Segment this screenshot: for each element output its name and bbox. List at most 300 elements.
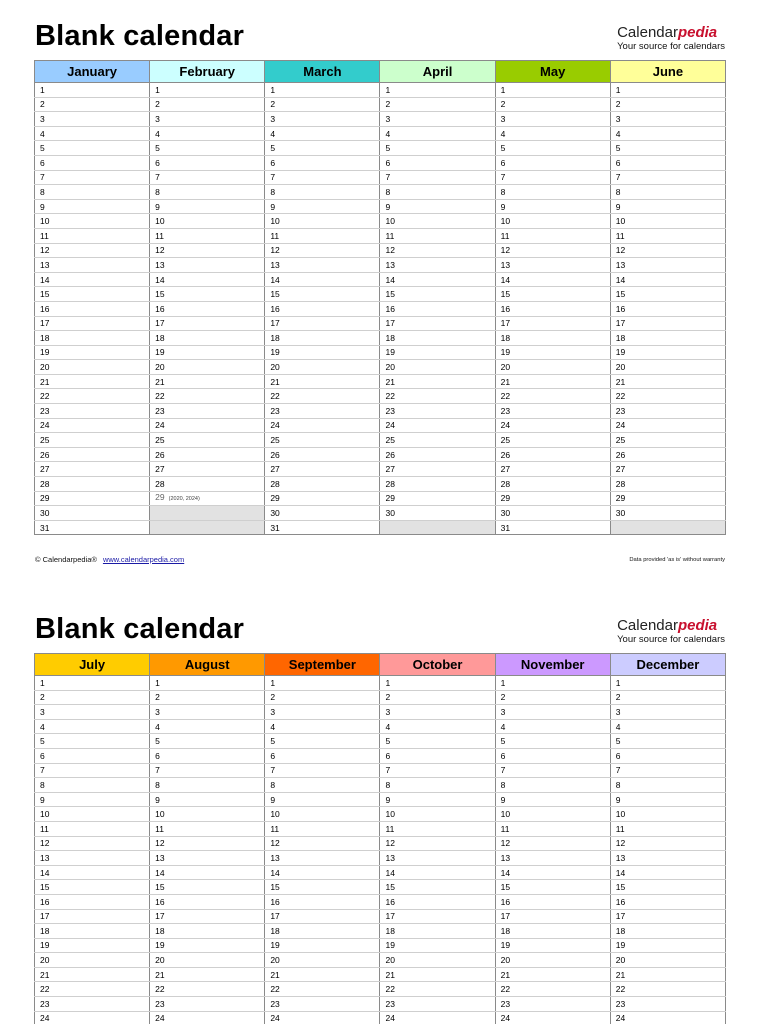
day-cell[interactable]: 12 [495, 243, 610, 258]
day-cell[interactable]: 1 [265, 83, 380, 98]
day-cell[interactable]: 5 [150, 734, 265, 749]
day-cell[interactable]: 17 [610, 909, 725, 924]
day-cell[interactable]: 20 [35, 953, 150, 968]
day-cell[interactable]: 9 [495, 199, 610, 214]
day-cell[interactable]: 18 [150, 331, 265, 346]
day-cell[interactable]: 2 [380, 97, 495, 112]
day-cell[interactable]: 12 [610, 836, 725, 851]
day-cell[interactable]: 7 [35, 763, 150, 778]
day-cell[interactable]: 15 [380, 880, 495, 895]
day-cell[interactable]: 12 [150, 836, 265, 851]
day-cell[interactable]: 6 [495, 155, 610, 170]
day-cell[interactable]: 11 [150, 821, 265, 836]
day-cell[interactable]: 22 [150, 982, 265, 997]
day-cell[interactable]: 8 [265, 185, 380, 200]
day-cell[interactable]: 7 [495, 763, 610, 778]
day-cell[interactable]: 11 [380, 821, 495, 836]
day-cell[interactable]: 6 [265, 748, 380, 763]
day-cell[interactable]: 26 [265, 447, 380, 462]
day-cell[interactable]: 16 [610, 301, 725, 316]
day-cell[interactable]: 29 [610, 491, 725, 506]
day-cell[interactable]: 25 [35, 433, 150, 448]
day-cell[interactable]: 3 [265, 705, 380, 720]
day-cell[interactable]: 17 [380, 316, 495, 331]
day-cell[interactable]: 16 [35, 894, 150, 909]
day-cell[interactable]: 16 [380, 894, 495, 909]
day-cell[interactable]: 22 [265, 982, 380, 997]
day-cell[interactable]: 4 [35, 126, 150, 141]
day-cell[interactable]: 19 [380, 345, 495, 360]
day-cell[interactable]: 15 [265, 287, 380, 302]
day-cell[interactable]: 9 [610, 199, 725, 214]
day-cell[interactable]: 5 [380, 141, 495, 156]
day-cell[interactable]: 18 [495, 331, 610, 346]
day-cell[interactable]: 24 [495, 1011, 610, 1024]
day-cell[interactable]: 31 [495, 520, 610, 535]
day-cell[interactable]: 22 [35, 389, 150, 404]
day-cell[interactable]: 24 [495, 418, 610, 433]
day-cell[interactable]: 13 [265, 851, 380, 866]
day-cell[interactable]: 4 [380, 719, 495, 734]
day-cell[interactable]: 7 [35, 170, 150, 185]
day-cell[interactable]: 1 [150, 83, 265, 98]
day-cell[interactable]: 4 [495, 719, 610, 734]
day-cell[interactable]: 1 [150, 676, 265, 691]
day-cell[interactable]: 17 [35, 316, 150, 331]
day-cell[interactable]: 14 [150, 865, 265, 880]
day-cell[interactable]: 18 [265, 924, 380, 939]
day-cell[interactable]: 23 [610, 997, 725, 1012]
day-cell[interactable]: 14 [380, 865, 495, 880]
day-cell[interactable]: 28 [380, 477, 495, 492]
day-cell[interactable]: 24 [35, 1011, 150, 1024]
day-cell[interactable]: 6 [35, 748, 150, 763]
day-cell[interactable]: 9 [35, 792, 150, 807]
day-cell[interactable]: 5 [265, 141, 380, 156]
day-cell[interactable]: 20 [265, 953, 380, 968]
day-cell[interactable]: 8 [380, 185, 495, 200]
day-cell[interactable]: 11 [380, 228, 495, 243]
day-cell[interactable]: 6 [495, 748, 610, 763]
day-cell[interactable]: 7 [265, 170, 380, 185]
day-cell[interactable]: 27 [265, 462, 380, 477]
day-cell[interactable]: 24 [610, 418, 725, 433]
day-cell[interactable]: 20 [150, 360, 265, 375]
day-cell[interactable]: 14 [150, 272, 265, 287]
day-cell[interactable]: 16 [265, 894, 380, 909]
day-cell[interactable]: 4 [150, 126, 265, 141]
day-cell[interactable]: 13 [35, 258, 150, 273]
day-cell[interactable]: 21 [265, 374, 380, 389]
day-cell[interactable]: 17 [265, 316, 380, 331]
day-cell[interactable]: 21 [35, 967, 150, 982]
day-cell[interactable]: 10 [265, 214, 380, 229]
day-cell[interactable]: 1 [35, 83, 150, 98]
day-cell[interactable]: 12 [380, 836, 495, 851]
day-cell[interactable]: 3 [265, 112, 380, 127]
day-cell[interactable]: 1 [380, 83, 495, 98]
day-cell[interactable]: 9 [150, 199, 265, 214]
day-cell[interactable]: 14 [265, 865, 380, 880]
day-cell[interactable]: 7 [380, 763, 495, 778]
day-cell[interactable]: 3 [150, 705, 265, 720]
day-cell[interactable]: 10 [495, 214, 610, 229]
day-cell[interactable]: 19 [265, 345, 380, 360]
day-cell[interactable]: 19 [35, 345, 150, 360]
day-cell[interactable]: 13 [495, 258, 610, 273]
day-cell[interactable]: 22 [265, 389, 380, 404]
day-cell[interactable]: 2 [265, 97, 380, 112]
day-cell[interactable]: 5 [495, 734, 610, 749]
day-cell[interactable]: 21 [265, 967, 380, 982]
day-cell[interactable]: 13 [150, 258, 265, 273]
day-cell[interactable]: 10 [380, 807, 495, 822]
day-cell[interactable]: 8 [610, 778, 725, 793]
day-cell[interactable]: 24 [35, 418, 150, 433]
day-cell[interactable]: 26 [610, 447, 725, 462]
day-cell[interactable]: 20 [380, 360, 495, 375]
day-cell[interactable]: 20 [35, 360, 150, 375]
day-cell[interactable]: 3 [380, 112, 495, 127]
day-cell[interactable]: 17 [610, 316, 725, 331]
calendarpedia-link[interactable]: www.calendarpedia.com [102, 555, 185, 564]
day-cell[interactable]: 16 [610, 894, 725, 909]
day-cell[interactable]: 7 [380, 170, 495, 185]
day-cell[interactable]: 26 [495, 447, 610, 462]
day-cell[interactable]: 5 [35, 141, 150, 156]
day-cell[interactable]: 21 [610, 374, 725, 389]
day-cell[interactable]: 6 [380, 748, 495, 763]
day-cell[interactable]: 8 [150, 185, 265, 200]
day-cell[interactable]: 25 [265, 433, 380, 448]
day-cell[interactable]: 23 [150, 997, 265, 1012]
day-cell[interactable]: 9 [150, 792, 265, 807]
day-cell[interactable]: 23 [35, 997, 150, 1012]
day-cell[interactable]: 22 [35, 982, 150, 997]
day-cell[interactable]: 26 [150, 447, 265, 462]
day-cell[interactable]: 25 [610, 433, 725, 448]
day-cell[interactable]: 24 [265, 1011, 380, 1024]
day-cell[interactable]: 14 [495, 272, 610, 287]
day-cell[interactable]: 25 [380, 433, 495, 448]
day-cell[interactable]: 23 [495, 404, 610, 419]
day-cell[interactable]: 15 [610, 880, 725, 895]
day-cell[interactable]: 13 [35, 851, 150, 866]
day-cell[interactable]: 30 [495, 506, 610, 521]
day-cell[interactable]: 21 [380, 374, 495, 389]
day-cell[interactable]: 3 [35, 705, 150, 720]
day-cell[interactable]: 31 [265, 520, 380, 535]
day-cell[interactable]: 23 [150, 404, 265, 419]
day-cell[interactable]: 4 [610, 126, 725, 141]
day-cell[interactable]: 13 [380, 258, 495, 273]
day-cell[interactable]: 9 [35, 199, 150, 214]
day-cell[interactable]: 8 [35, 778, 150, 793]
day-cell[interactable]: 9 [380, 199, 495, 214]
day-cell[interactable]: 5 [150, 141, 265, 156]
day-cell[interactable]: 11 [495, 228, 610, 243]
day-cell[interactable]: 30 [265, 506, 380, 521]
day-cell[interactable]: 5 [380, 734, 495, 749]
day-cell[interactable]: 4 [610, 719, 725, 734]
day-cell[interactable]: 15 [495, 880, 610, 895]
day-cell[interactable]: 19 [150, 938, 265, 953]
day-cell[interactable]: 1 [265, 676, 380, 691]
day-cell[interactable]: 5 [610, 141, 725, 156]
day-cell[interactable]: 10 [495, 807, 610, 822]
day-cell[interactable]: 7 [265, 763, 380, 778]
day-cell[interactable]: 17 [380, 909, 495, 924]
day-cell[interactable]: 2 [150, 97, 265, 112]
day-cell[interactable]: 1 [380, 676, 495, 691]
day-cell[interactable]: 2 [495, 97, 610, 112]
day-cell[interactable]: 16 [150, 301, 265, 316]
day-cell[interactable]: 7 [150, 170, 265, 185]
day-cell[interactable]: 15 [150, 880, 265, 895]
day-cell[interactable]: 4 [380, 126, 495, 141]
day-cell[interactable]: 29 [495, 491, 610, 506]
day-cell[interactable]: 9 [610, 792, 725, 807]
day-cell[interactable]: 6 [265, 155, 380, 170]
day-cell[interactable]: 23 [35, 404, 150, 419]
day-cell[interactable]: 19 [610, 345, 725, 360]
day-cell[interactable]: 18 [150, 924, 265, 939]
day-cell[interactable]: 14 [610, 865, 725, 880]
day-cell[interactable]: 11 [150, 228, 265, 243]
day-cell[interactable]: 23 [495, 997, 610, 1012]
day-cell[interactable]: 17 [150, 316, 265, 331]
day-cell[interactable]: 18 [35, 924, 150, 939]
day-cell[interactable]: 21 [380, 967, 495, 982]
day-cell[interactable]: 5 [495, 141, 610, 156]
day-cell[interactable]: 22 [380, 389, 495, 404]
day-cell[interactable]: 21 [495, 374, 610, 389]
day-cell[interactable]: 18 [35, 331, 150, 346]
day-cell[interactable]: 8 [495, 778, 610, 793]
day-cell[interactable]: 3 [150, 112, 265, 127]
day-cell[interactable]: 15 [150, 287, 265, 302]
day-cell[interactable]: 27 [150, 462, 265, 477]
day-cell[interactable]: 10 [265, 807, 380, 822]
day-cell[interactable]: 2 [35, 97, 150, 112]
day-cell[interactable]: 23 [265, 404, 380, 419]
day-cell[interactable]: 17 [150, 909, 265, 924]
day-cell[interactable]: 7 [610, 763, 725, 778]
day-cell[interactable]: 20 [610, 953, 725, 968]
day-cell[interactable]: 19 [380, 938, 495, 953]
day-cell[interactable]: 16 [35, 301, 150, 316]
day-cell[interactable]: 24 [150, 418, 265, 433]
day-cell[interactable]: 3 [380, 705, 495, 720]
day-cell[interactable]: 22 [495, 982, 610, 997]
day-cell[interactable]: 19 [495, 345, 610, 360]
day-cell[interactable]: 12 [265, 836, 380, 851]
day-cell[interactable]: 27 [495, 462, 610, 477]
day-cell[interactable]: 22 [380, 982, 495, 997]
day-cell[interactable]: 3 [610, 112, 725, 127]
day-cell[interactable]: 1 [495, 83, 610, 98]
day-cell[interactable]: 11 [265, 228, 380, 243]
day-cell[interactable]: 12 [35, 243, 150, 258]
day-cell[interactable]: 8 [380, 778, 495, 793]
day-cell[interactable]: 26 [35, 447, 150, 462]
day-cell[interactable]: 21 [495, 967, 610, 982]
day-cell[interactable]: 22 [610, 389, 725, 404]
day-cell[interactable]: 7 [610, 170, 725, 185]
day-cell[interactable]: 2 [495, 690, 610, 705]
day-cell[interactable]: 14 [35, 272, 150, 287]
day-cell[interactable]: 19 [495, 938, 610, 953]
day-cell[interactable]: 8 [495, 185, 610, 200]
day-cell[interactable]: 12 [495, 836, 610, 851]
day-cell[interactable]: 28 [150, 477, 265, 492]
day-cell[interactable]: 9 [495, 792, 610, 807]
day-cell[interactable]: 21 [35, 374, 150, 389]
day-cell[interactable]: 13 [150, 851, 265, 866]
day-cell[interactable]: 1 [35, 676, 150, 691]
day-cell[interactable]: 15 [35, 880, 150, 895]
day-cell[interactable]: 10 [610, 214, 725, 229]
day-cell[interactable]: 17 [495, 909, 610, 924]
day-cell[interactable]: 2 [610, 690, 725, 705]
day-cell[interactable]: 23 [610, 404, 725, 419]
day-cell[interactable]: 2 [150, 690, 265, 705]
day-cell[interactable]: 13 [610, 851, 725, 866]
day-cell[interactable]: 6 [610, 155, 725, 170]
day-cell[interactable]: 24 [610, 1011, 725, 1024]
day-cell[interactable]: 15 [380, 287, 495, 302]
day-cell[interactable]: 28 [495, 477, 610, 492]
day-cell[interactable]: 27 [610, 462, 725, 477]
day-cell[interactable]: 22 [610, 982, 725, 997]
day-cell[interactable]: 20 [610, 360, 725, 375]
day-cell[interactable]: 21 [150, 967, 265, 982]
day-cell[interactable]: 30 [35, 506, 150, 521]
day-cell[interactable]: 15 [35, 287, 150, 302]
day-cell[interactable]: 13 [265, 258, 380, 273]
day-cell[interactable]: 4 [265, 719, 380, 734]
day-cell[interactable]: 12 [35, 836, 150, 851]
day-cell[interactable]: 18 [610, 924, 725, 939]
day-cell[interactable]: 16 [495, 894, 610, 909]
day-cell[interactable]: 10 [35, 214, 150, 229]
day-cell[interactable]: 1 [610, 83, 725, 98]
day-cell[interactable]: 31 [35, 520, 150, 535]
day-cell[interactable]: 12 [150, 243, 265, 258]
day-cell[interactable]: 5 [35, 734, 150, 749]
day-cell[interactable]: 17 [265, 909, 380, 924]
day-cell[interactable]: 9 [380, 792, 495, 807]
day-cell[interactable]: 18 [380, 331, 495, 346]
day-cell[interactable]: 19 [35, 938, 150, 953]
day-cell[interactable]: 14 [265, 272, 380, 287]
day-cell[interactable]: 8 [150, 778, 265, 793]
day-cell[interactable]: 2 [35, 690, 150, 705]
day-cell[interactable]: 14 [35, 865, 150, 880]
day-cell[interactable]: 11 [495, 821, 610, 836]
day-cell[interactable]: 4 [265, 126, 380, 141]
day-cell[interactable]: 3 [610, 705, 725, 720]
day-cell[interactable]: 29 [265, 491, 380, 506]
day-cell[interactable]: 14 [380, 272, 495, 287]
day-cell[interactable]: 15 [495, 287, 610, 302]
day-cell[interactable]: 17 [495, 316, 610, 331]
day-cell[interactable]: 29 [35, 491, 150, 506]
day-cell[interactable]: 19 [265, 938, 380, 953]
day-cell[interactable]: 23 [265, 997, 380, 1012]
day-cell[interactable]: 27 [380, 462, 495, 477]
day-cell[interactable]: 30 [380, 506, 495, 521]
day-cell[interactable]: 13 [495, 851, 610, 866]
day-cell[interactable]: 30 [610, 506, 725, 521]
day-cell[interactable]: 4 [35, 719, 150, 734]
day-cell[interactable]: 10 [150, 214, 265, 229]
day-cell[interactable]: 10 [610, 807, 725, 822]
day-cell[interactable]: 11 [35, 821, 150, 836]
day-cell[interactable]: 28 [35, 477, 150, 492]
day-cell[interactable]: 3 [495, 705, 610, 720]
day-cell[interactable]: 19 [610, 938, 725, 953]
day-cell[interactable]: 2 [610, 97, 725, 112]
day-cell[interactable]: 10 [150, 807, 265, 822]
day-cell[interactable]: 11 [265, 821, 380, 836]
day-cell[interactable]: 6 [150, 155, 265, 170]
day-cell[interactable]: 14 [495, 865, 610, 880]
day-cell[interactable]: 20 [495, 953, 610, 968]
day-cell[interactable]: 18 [380, 924, 495, 939]
day-cell[interactable]: 23 [380, 997, 495, 1012]
day-cell[interactable]: 1 [610, 676, 725, 691]
day-cell[interactable]: 18 [610, 331, 725, 346]
day-cell[interactable]: 11 [610, 821, 725, 836]
day-cell[interactable]: 16 [150, 894, 265, 909]
day-cell[interactable]: 7 [150, 763, 265, 778]
day-cell[interactable]: 24 [150, 1011, 265, 1024]
day-cell[interactable]: 24 [380, 1011, 495, 1024]
day-cell[interactable]: 18 [495, 924, 610, 939]
day-cell[interactable]: 12 [380, 243, 495, 258]
day-cell[interactable]: 24 [380, 418, 495, 433]
day-cell[interactable]: 13 [610, 258, 725, 273]
day-cell[interactable]: 29 (2020, 2024) [150, 491, 265, 506]
day-cell[interactable]: 17 [35, 909, 150, 924]
day-cell[interactable]: 16 [380, 301, 495, 316]
day-cell[interactable]: 29 [380, 491, 495, 506]
day-cell[interactable]: 18 [265, 331, 380, 346]
day-cell[interactable]: 5 [265, 734, 380, 749]
day-cell[interactable]: 3 [495, 112, 610, 127]
day-cell[interactable]: 26 [380, 447, 495, 462]
day-cell[interactable]: 8 [610, 185, 725, 200]
day-cell[interactable]: 20 [265, 360, 380, 375]
day-cell[interactable]: 13 [380, 851, 495, 866]
day-cell[interactable]: 20 [150, 953, 265, 968]
day-cell[interactable]: 22 [150, 389, 265, 404]
day-cell[interactable]: 14 [610, 272, 725, 287]
day-cell[interactable]: 19 [150, 345, 265, 360]
day-cell[interactable]: 9 [265, 792, 380, 807]
day-cell[interactable]: 4 [150, 719, 265, 734]
day-cell[interactable]: 10 [35, 807, 150, 822]
day-cell[interactable]: 6 [380, 155, 495, 170]
day-cell[interactable]: 1 [495, 676, 610, 691]
day-cell[interactable]: 3 [35, 112, 150, 127]
day-cell[interactable]: 28 [265, 477, 380, 492]
day-cell[interactable]: 15 [610, 287, 725, 302]
day-cell[interactable]: 8 [265, 778, 380, 793]
day-cell[interactable]: 6 [150, 748, 265, 763]
day-cell[interactable]: 7 [495, 170, 610, 185]
